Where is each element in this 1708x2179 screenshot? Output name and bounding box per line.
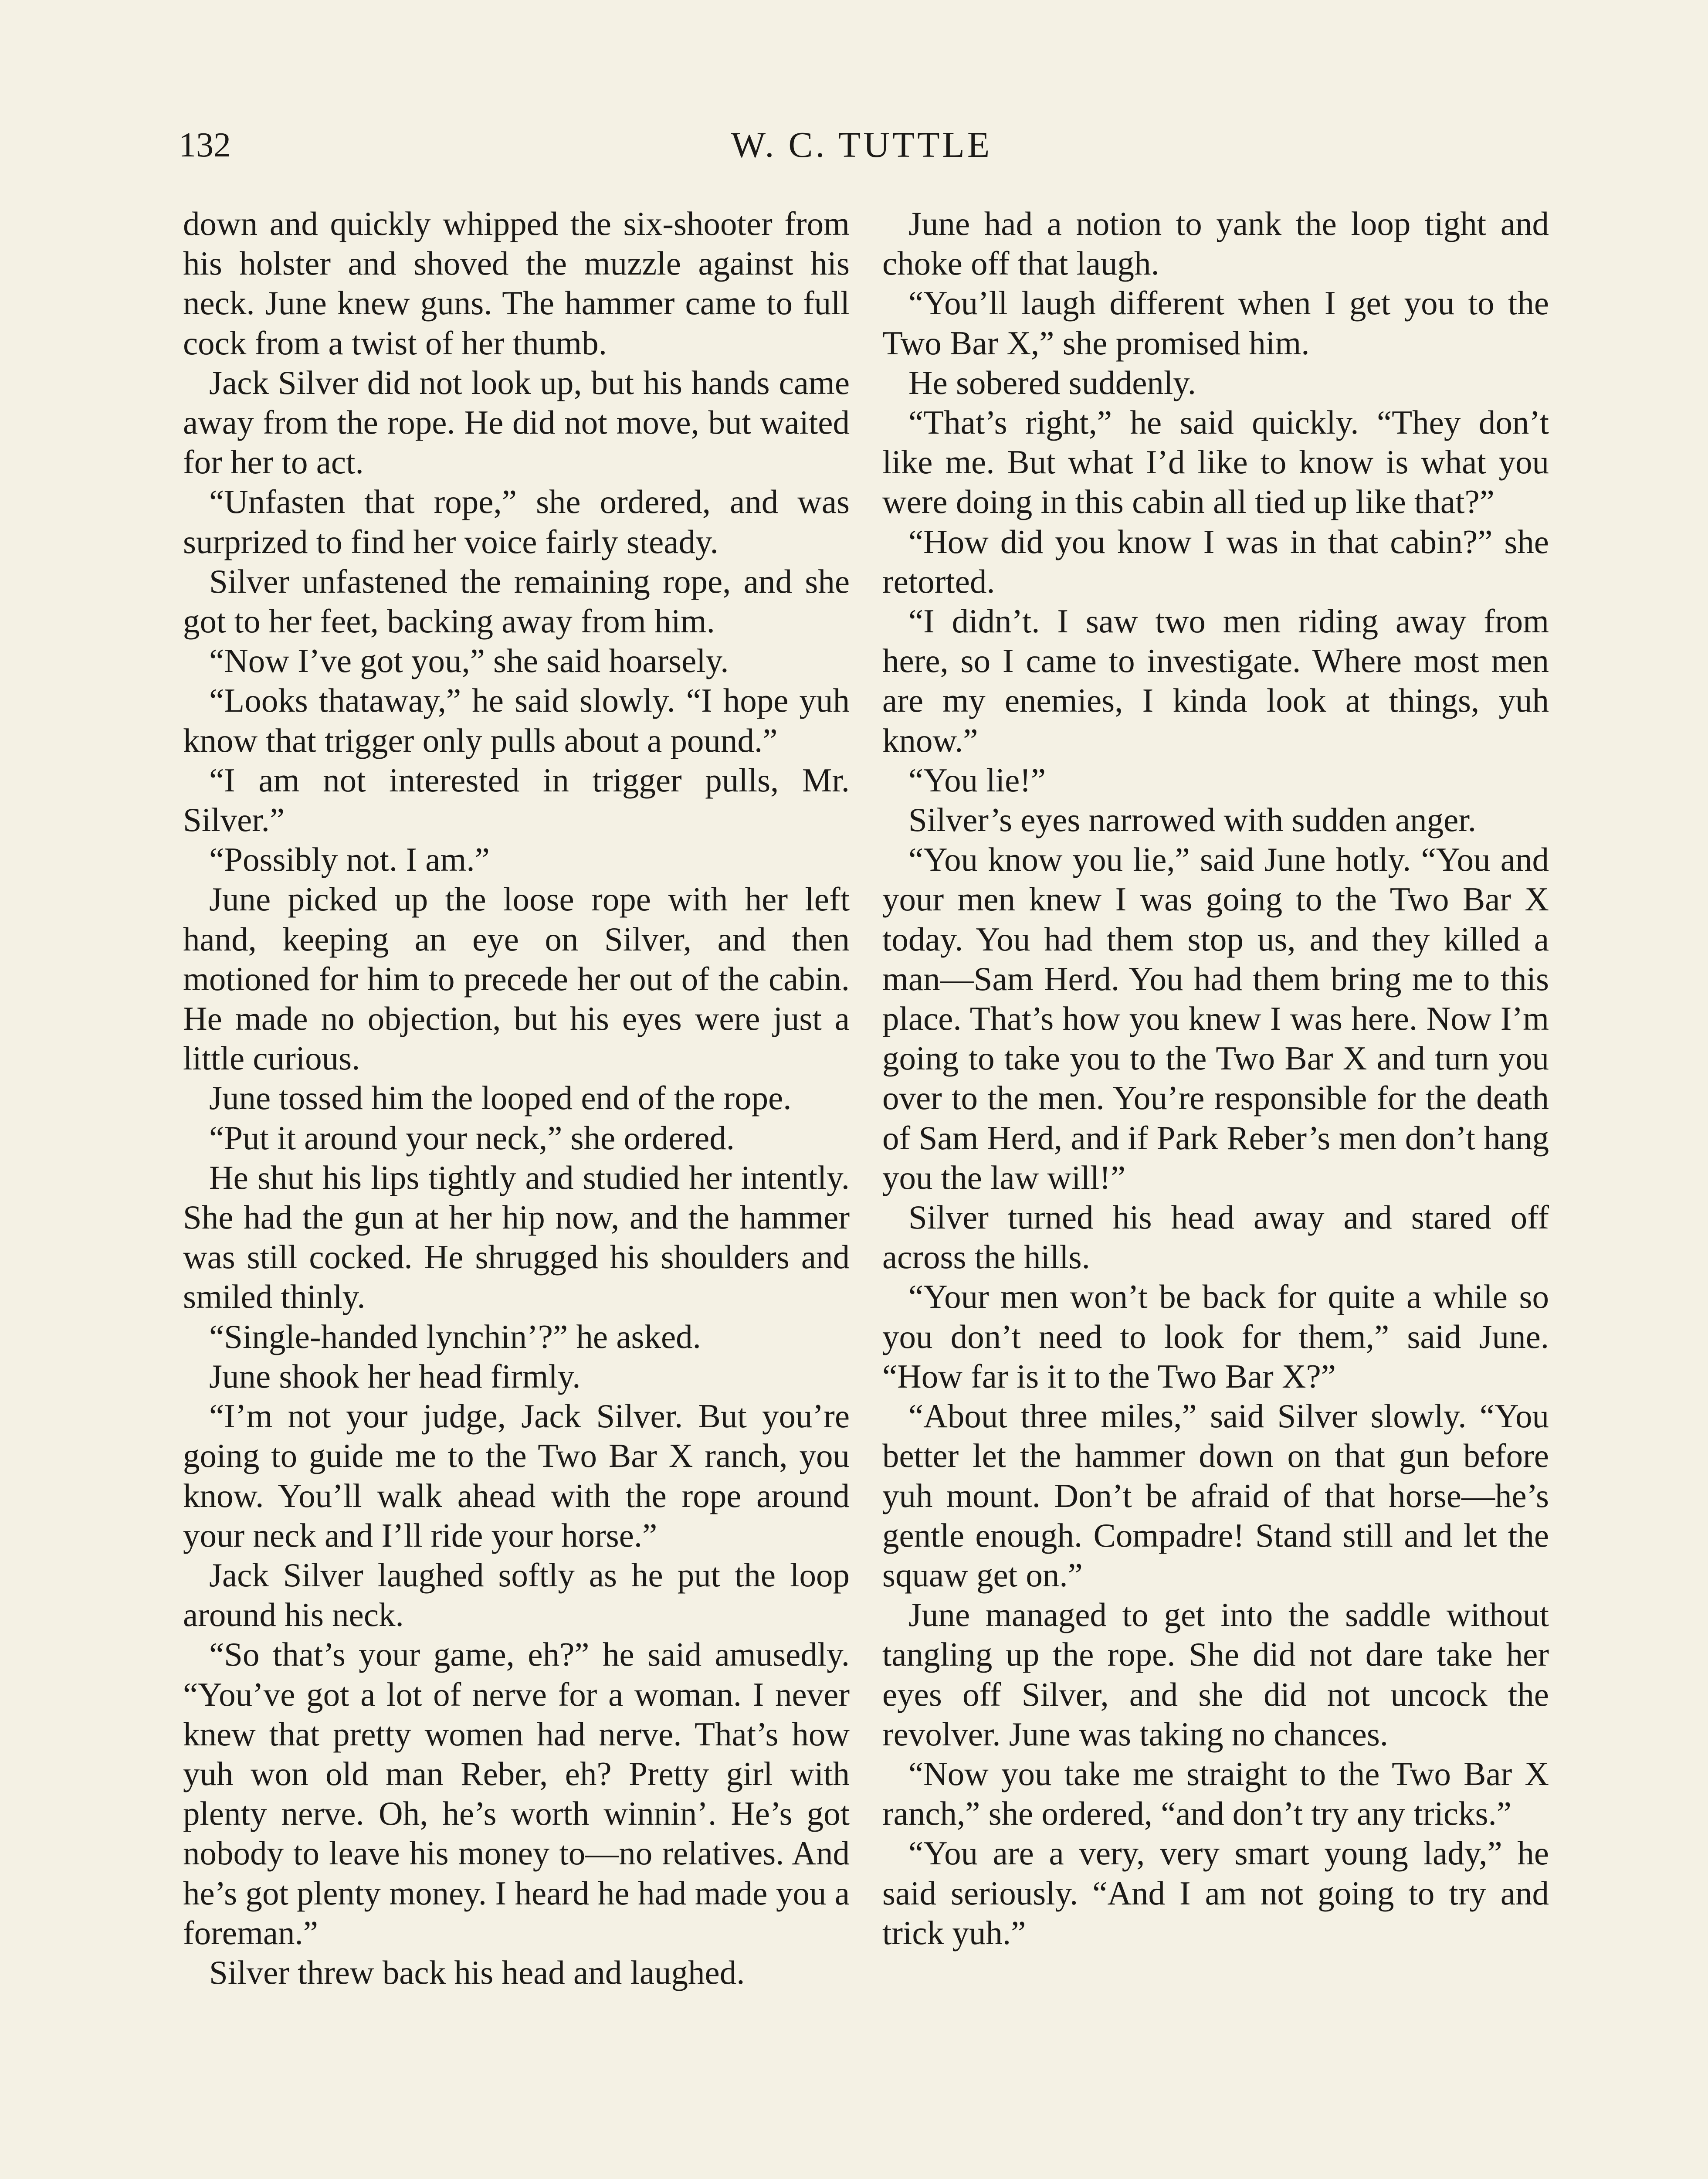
paragraph: “I didn’t. I saw two men riding away from here, so I came to investigate. Where most men are my enemies, I kinda look at things, yuh know.” bbox=[882, 602, 1549, 759]
paragraph: “Looks thataway,” he said slowly. “I hope yuh know that trigger only pulls about a pound.” bbox=[183, 682, 850, 759]
page-header bbox=[179, 121, 1545, 169]
paragraph: “How did you know I was in that cabin?” she retorted. bbox=[882, 523, 1549, 600]
paragraph: He shut his lips tightly and studied her intently. She had the gun at her hip now, and the hammer was still cocked. He shrugged his shoulders and smiled thinly. bbox=[183, 1158, 850, 1316]
paragraph: Jack Silver did not look up, but his hands came away from the rope. He did not move, but waited for her to act. bbox=[183, 363, 850, 481]
paragraph: “Possibly not. I am.” bbox=[209, 841, 490, 879]
paragraph: Silver’s eyes narrowed with sudden anger. bbox=[908, 801, 1476, 839]
paragraph: June shook her head firmly. bbox=[209, 1357, 581, 1395]
paragraph: “That’s right,” he said quickly. “They don’t like me. But what I’d like to know is what you were doing in this cabin all tied up like that?” bbox=[882, 404, 1549, 521]
paragraph: “I am not interested in trigger pulls, Mr. Silver.” bbox=[183, 761, 850, 839]
paragraph: “Put it around your neck,” she ordered. bbox=[209, 1119, 735, 1157]
paragraph: “Now you take me straight to the Two Bar X ranch,” she ordered, “and don’t try any tricks.” bbox=[882, 1755, 1549, 1833]
paragraph: “So that’s your game, eh?” he said amusedly. “You’ve got a lot of nerve for a woman. I never knew that pretty women had nerve. That’s how yuh won old man Reber, eh? Pretty girl with plenty nerve. Oh, he’s worth winnin’. He’s got nobody to leave his money to—no relatives. And he’s got plenty money. I heard he had made you a foreman.” bbox=[183, 1636, 850, 1952]
paragraph: “You’ll laugh different when I get you to the Two Bar X,” she promised him. bbox=[882, 284, 1549, 362]
paragraph: Silver unfastened the remaining rope, and she got to her feet, backing away from him. bbox=[183, 562, 850, 640]
paragraph: He sobered suddenly. bbox=[908, 363, 1196, 401]
paragraph: “Your men won’t be back for quite a while so you don’t need to look for them,” said June. “How far is it to the Two Bar X?” bbox=[882, 1278, 1549, 1395]
paragraph: “Now I’ve got you,” she said hoarsely. bbox=[209, 642, 729, 680]
left-column bbox=[183, 204, 850, 1992]
paragraph: “You know you lie,” said June hotly. “You and your men knew I was going to the Two Bar X today. You had them stop us, and they killed a man—Sam Herd. You had them bring me to this place. That’s how you knew I was here. Now I’m going to take you to the Two Bar X and turn you over to the men. You’re responsible for the death of Sam Herd, and if Park Reber’s men don’t hang you the law will!” bbox=[882, 841, 1549, 1196]
paragraph: “You are a very, very smart young lady,” he said seriously. “And I am not going to try and trick yuh.” bbox=[882, 1834, 1549, 1952]
paragraph: “You lie!” bbox=[908, 761, 1046, 799]
running-head: W. C. TUTTLE bbox=[731, 125, 993, 165]
paragraph: Silver turned his head away and stared off across the hills. bbox=[882, 1198, 1549, 1276]
paragraph: June had a notion to yank the loop tight and choke off that laugh. bbox=[882, 205, 1549, 282]
paragraph: “Unfasten that rope,” she ordered, and was surprized to find her voice fairly steady. bbox=[183, 483, 850, 560]
right-column bbox=[882, 204, 1549, 1953]
paragraph: June managed to get into the saddle without tangling up the rope. She did not dare take her eyes off Silver, and she did not uncock the revolver. June was taking no chances. bbox=[882, 1596, 1549, 1753]
paragraph: down and quickly whipped the six-shooter from his holster and shoved the muzzle against his neck. June knew guns. The hammer came to full cock from a twist of her thumb. bbox=[183, 205, 850, 362]
paragraph: “I’m not your judge, Jack Silver. But you’re going to guide me to the Two Bar X ranch, you know. You’ll walk ahead with the rope around your neck and I’ll ride your horse.” bbox=[183, 1397, 850, 1554]
paragraph: “Single-handed lynchin’?” he asked. bbox=[209, 1317, 701, 1355]
paragraph: June picked up the loose rope with her left hand, keeping an eye on Silver, and then motioned for him to precede her out of the cabin. He made no objection, but his eyes were just a little curious. bbox=[183, 880, 850, 1077]
paragraph: Jack Silver laughed softly as he put the loop around his neck. bbox=[183, 1556, 850, 1634]
page-number: 132 bbox=[179, 126, 231, 164]
paragraph: June tossed him the looped end of the rope. bbox=[209, 1079, 792, 1117]
paragraph: Silver threw back his head and laughed. bbox=[209, 1953, 745, 1991]
paragraph: “About three miles,” said Silver slowly. “You better let the hammer down on that gun before yuh mount. Don’t be afraid of that horse—he’s gentle enough. Compadre! Stand still and let the squaw get on.” bbox=[882, 1397, 1549, 1594]
